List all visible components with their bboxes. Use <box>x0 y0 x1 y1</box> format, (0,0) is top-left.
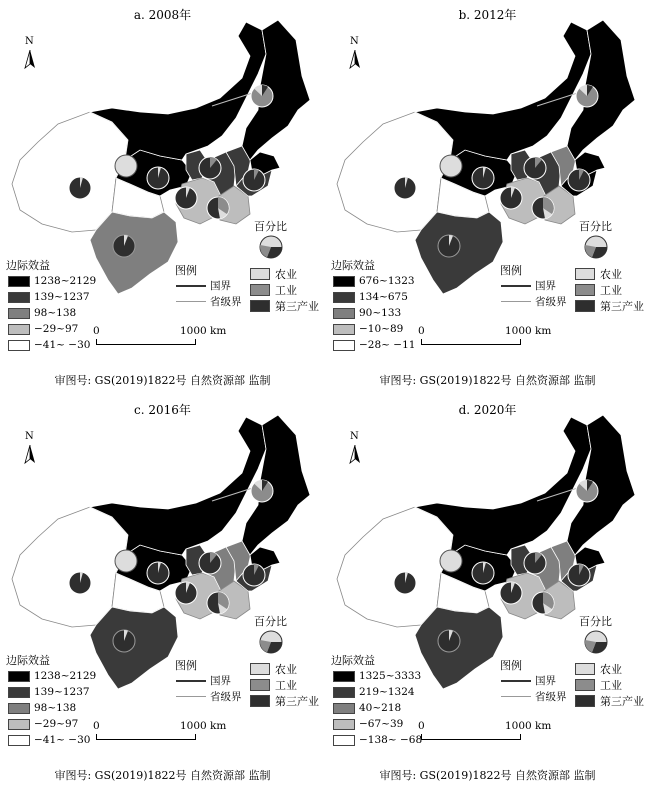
class-label: 139~1237 <box>34 686 90 698</box>
class-label: −41~ −30 <box>34 734 91 746</box>
sector-label: 工业 <box>275 679 297 692</box>
class-legend-item <box>8 685 96 699</box>
class-label: 98~138 <box>34 702 77 714</box>
sector-label: 第三产业 <box>275 300 319 313</box>
panel-title: a. 2008年 <box>133 8 192 22</box>
pie-chart <box>175 187 197 209</box>
class-label: 98~138 <box>34 307 77 319</box>
class-legend-item <box>333 733 422 747</box>
pie-chart <box>524 552 546 574</box>
sector-legend <box>250 661 319 709</box>
legend-title: 边际效益 <box>331 654 375 667</box>
sector-swatch <box>575 300 595 312</box>
map-panel-2016 <box>0 395 325 789</box>
class-swatch <box>8 340 30 351</box>
pie-chart <box>147 167 169 189</box>
pie-chart <box>113 235 135 257</box>
class-legend <box>8 274 96 354</box>
national-border-key <box>176 673 231 688</box>
scale-bar-line <box>96 339 196 345</box>
scale-end: 1000 km <box>505 325 552 337</box>
class-label: −29~97 <box>34 718 79 730</box>
class-legend-item <box>333 322 415 336</box>
class-label: 139~1237 <box>34 291 90 303</box>
panel-title: d. 2020年 <box>458 403 517 417</box>
national-border-line <box>501 285 531 287</box>
pie-chart <box>440 550 462 572</box>
pie-legend-symbol <box>583 234 609 260</box>
class-legend-item <box>333 669 422 683</box>
class-legend <box>333 274 415 354</box>
class-swatch <box>8 292 30 303</box>
pie-chart <box>576 85 598 107</box>
sector-swatch <box>250 300 270 312</box>
sector-swatch <box>575 284 595 296</box>
map-panel-2008 <box>0 0 325 394</box>
sector-legend-item <box>575 693 644 709</box>
region-sichuan <box>90 607 178 689</box>
class-label: −29~97 <box>34 323 79 335</box>
sector-label: 农业 <box>275 268 297 281</box>
pie-chart <box>440 155 462 177</box>
provincial-border-label: 省级界 <box>535 296 567 308</box>
region-sichuan <box>415 607 503 689</box>
provincial-border-key <box>501 689 567 704</box>
review-number: 审图号: GS(2019)1822号 自然资源部 监制 <box>54 769 271 782</box>
scale-bar-line <box>421 339 521 345</box>
national-border-label: 国界 <box>535 675 556 687</box>
pie-legend-symbol <box>258 629 284 655</box>
class-legend-item <box>333 290 415 304</box>
class-swatch <box>333 735 355 746</box>
national-border-label: 国界 <box>210 280 231 292</box>
sector-legend-item <box>250 282 319 298</box>
class-legend-item <box>333 338 415 352</box>
provincial-border-line <box>501 696 531 697</box>
national-border-label: 国界 <box>535 280 556 292</box>
scale-bar-line <box>421 734 521 740</box>
scale-bar <box>418 325 561 349</box>
pie-chart <box>113 630 135 652</box>
pie-chart <box>207 197 229 219</box>
national-border-line <box>501 680 531 682</box>
pie-chart <box>243 169 265 191</box>
pie-chart <box>199 552 221 574</box>
scale-end: 1000 km <box>180 325 227 337</box>
class-legend <box>8 669 96 749</box>
class-swatch <box>8 308 30 319</box>
pie-chart <box>532 592 554 614</box>
sector-swatch <box>250 663 270 675</box>
sector-label: 第三产业 <box>600 695 644 708</box>
review-number: 审图号: GS(2019)1822号 自然资源部 监制 <box>379 769 596 782</box>
north-label: N <box>25 36 34 47</box>
sector-legend-item <box>250 298 319 314</box>
north-arrow-icon <box>349 50 361 70</box>
class-legend-item <box>8 717 96 731</box>
scale-bar <box>418 720 561 744</box>
sector-label: 工业 <box>600 679 622 692</box>
sector-swatch <box>250 695 270 707</box>
pie-chart <box>115 550 137 572</box>
sector-legend <box>575 661 644 709</box>
pie-chart <box>69 177 91 199</box>
national-border-key <box>501 673 556 688</box>
pie-chart <box>115 155 137 177</box>
provincial-border-label: 省级界 <box>210 691 242 703</box>
sector-label: 农业 <box>600 663 622 676</box>
class-swatch <box>333 340 355 351</box>
pie-chart <box>524 157 546 179</box>
legend-title: 边际效益 <box>331 259 375 272</box>
pie-chart <box>500 582 522 604</box>
legend-heading: 图例 <box>175 264 197 277</box>
scale-start: 0 <box>93 720 100 732</box>
sector-swatch <box>250 284 270 296</box>
pie-chart <box>438 630 460 652</box>
pie-chart <box>568 564 590 586</box>
class-label: 219~1324 <box>359 686 415 698</box>
panel-title: b. 2012年 <box>458 8 517 22</box>
class-swatch <box>333 703 355 714</box>
class-label: −138~ −68 <box>359 734 423 746</box>
pie-chart <box>438 235 460 257</box>
class-swatch <box>333 687 355 698</box>
sector-swatch <box>250 268 270 280</box>
class-label: 40~218 <box>359 702 402 714</box>
pie-chart <box>532 197 554 219</box>
class-label: −67~39 <box>359 718 404 730</box>
pie-chart <box>576 480 598 502</box>
class-legend-item <box>8 274 96 288</box>
class-legend-item <box>333 274 415 288</box>
provincial-border-key <box>176 294 242 309</box>
scale-end: 1000 km <box>180 720 227 732</box>
provincial-border-label: 省级界 <box>535 691 567 703</box>
north-arrow-icon <box>24 445 36 465</box>
north-arrow <box>347 38 363 68</box>
sector-legend-item <box>575 266 644 282</box>
pie-chart <box>251 85 273 107</box>
sector-swatch <box>575 268 595 280</box>
class-legend-item <box>8 306 96 320</box>
national-border-line <box>176 285 206 287</box>
sector-label: 第三产业 <box>600 300 644 313</box>
pie-legend-title: 百分比 <box>254 220 287 233</box>
scale-bar-line <box>96 734 196 740</box>
class-legend-item <box>8 701 96 715</box>
national-border-line <box>176 680 206 682</box>
sector-legend-item <box>575 677 644 693</box>
sector-legend-item <box>575 661 644 677</box>
north-label: N <box>350 36 359 47</box>
legend-heading: 图例 <box>500 264 522 277</box>
scale-end: 1000 km <box>505 720 552 732</box>
national-border-key <box>176 278 231 293</box>
north-arrow-icon <box>349 445 361 465</box>
pie-chart <box>147 562 169 584</box>
map-panel-2012 <box>325 0 650 394</box>
class-swatch <box>333 671 355 682</box>
class-swatch <box>333 324 355 335</box>
legend-title: 边际效益 <box>6 259 50 272</box>
sector-swatch <box>575 695 595 707</box>
pie-chart <box>394 177 416 199</box>
class-legend-item <box>333 717 422 731</box>
legend-heading: 图例 <box>500 659 522 672</box>
class-label: 1325~3333 <box>359 670 422 682</box>
class-swatch <box>333 292 355 303</box>
class-legend <box>333 669 422 749</box>
pie-chart <box>199 157 221 179</box>
class-swatch <box>8 719 30 730</box>
class-swatch <box>8 735 30 746</box>
class-label: 1238~2129 <box>34 670 97 682</box>
sector-label: 第三产业 <box>275 695 319 708</box>
class-legend-item <box>333 306 415 320</box>
map-panel-2020 <box>325 395 650 789</box>
class-legend-item <box>8 338 96 352</box>
north-arrow <box>22 38 38 68</box>
north-arrow <box>347 433 363 463</box>
legend-heading: 图例 <box>175 659 197 672</box>
review-number: 审图号: GS(2019)1822号 自然资源部 监制 <box>54 374 271 387</box>
national-border-label: 国界 <box>210 675 231 687</box>
class-legend-item <box>8 290 96 304</box>
sector-legend-item <box>575 282 644 298</box>
north-arrow-icon <box>24 50 36 70</box>
class-label: −28~ −11 <box>359 339 416 351</box>
provincial-border-line <box>176 696 206 697</box>
class-label: −41~ −30 <box>34 339 91 351</box>
sector-legend <box>250 266 319 314</box>
class-legend-item <box>8 669 96 683</box>
sector-legend-item <box>250 661 319 677</box>
scale-start: 0 <box>93 325 100 337</box>
provincial-border-key <box>176 689 242 704</box>
provincial-border-key <box>501 294 567 309</box>
legend-title: 边际效益 <box>6 654 50 667</box>
sector-swatch <box>575 663 595 675</box>
pie-legend-title: 百分比 <box>254 615 287 628</box>
pie-legend-title: 百分比 <box>579 220 612 233</box>
national-border-key <box>501 278 556 293</box>
pie-chart <box>394 572 416 594</box>
sector-legend-item <box>250 677 319 693</box>
pie-legend-symbol <box>258 234 284 260</box>
scale-bar <box>93 720 236 744</box>
class-swatch <box>8 703 30 714</box>
class-swatch <box>8 687 30 698</box>
sector-label: 工业 <box>275 284 297 297</box>
pie-chart <box>69 572 91 594</box>
region-sichuan <box>415 212 503 294</box>
provincial-border-label: 省级界 <box>210 296 242 308</box>
class-label: 1238~2129 <box>34 275 97 287</box>
class-legend-item <box>8 733 96 747</box>
region-sichuan <box>90 212 178 294</box>
provincial-border-line <box>176 301 206 302</box>
review-number: 审图号: GS(2019)1822号 自然资源部 监制 <box>379 374 596 387</box>
class-swatch <box>333 308 355 319</box>
pie-legend-title: 百分比 <box>579 615 612 628</box>
scale-bar <box>93 325 236 349</box>
class-swatch <box>333 719 355 730</box>
class-legend-item <box>333 701 422 715</box>
pie-chart <box>500 187 522 209</box>
class-swatch <box>8 671 30 682</box>
sector-legend-item <box>250 266 319 282</box>
pie-chart <box>251 480 273 502</box>
pie-chart <box>568 169 590 191</box>
sector-label: 农业 <box>600 268 622 281</box>
pie-chart <box>175 582 197 604</box>
pie-chart <box>207 592 229 614</box>
class-label: 134~675 <box>359 291 408 303</box>
class-swatch <box>8 276 30 287</box>
north-arrow <box>22 433 38 463</box>
class-label: 676~1323 <box>359 275 415 287</box>
north-label: N <box>25 431 34 442</box>
sector-legend-item <box>250 693 319 709</box>
pie-chart <box>472 562 494 584</box>
class-label: 90~133 <box>359 307 402 319</box>
pie-chart <box>472 167 494 189</box>
pie-chart <box>243 564 265 586</box>
scale-start: 0 <box>418 325 425 337</box>
class-swatch <box>333 276 355 287</box>
pie-legend-symbol <box>583 629 609 655</box>
class-swatch <box>8 324 30 335</box>
class-legend-item <box>333 685 422 699</box>
sector-legend-item <box>575 298 644 314</box>
sector-swatch <box>250 679 270 691</box>
sector-legend <box>575 266 644 314</box>
scale-start: 0 <box>418 720 425 732</box>
provincial-border-line <box>501 301 531 302</box>
class-label: −10~89 <box>359 323 404 335</box>
sector-swatch <box>575 679 595 691</box>
panel-title: c. 2016年 <box>134 403 191 417</box>
sector-label: 工业 <box>600 284 622 297</box>
sector-label: 农业 <box>275 663 297 676</box>
class-legend-item <box>8 322 96 336</box>
north-label: N <box>350 431 359 442</box>
